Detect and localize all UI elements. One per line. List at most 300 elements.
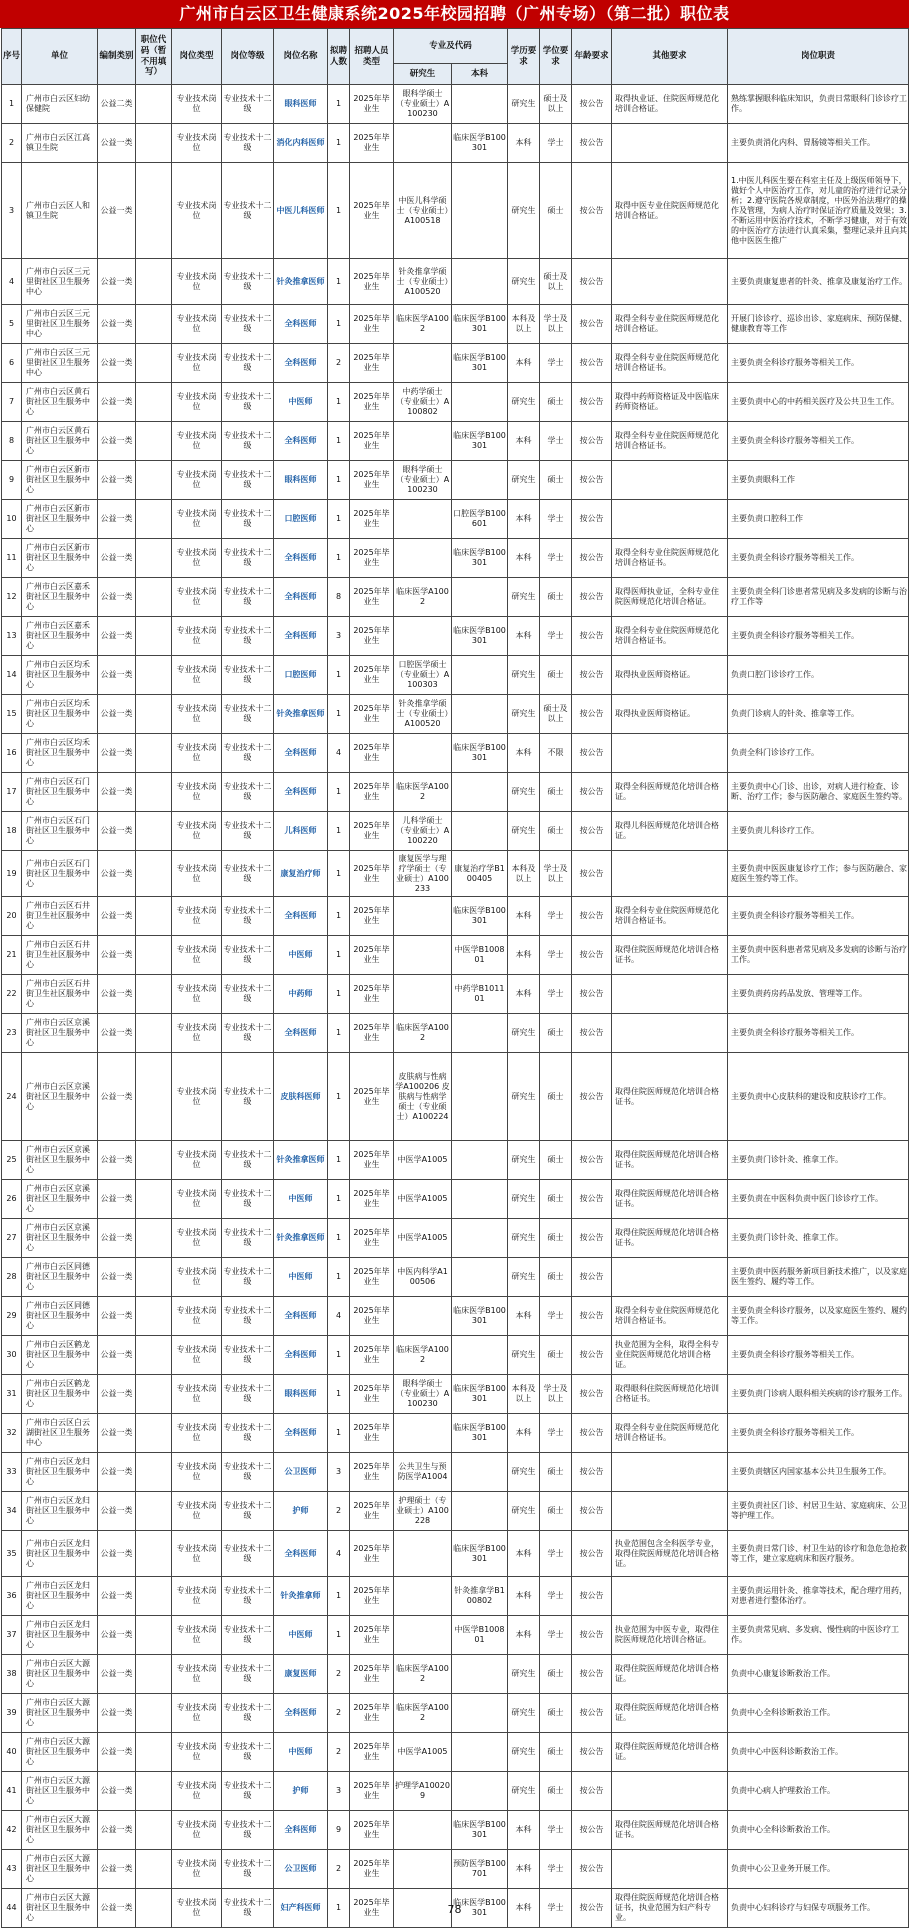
- cell-type: 专业技术岗位: [172, 1014, 222, 1053]
- table-row: [2, 1414, 909, 1453]
- cell-edu: 研究生: [508, 1258, 540, 1297]
- cell-edu: 本科及以上: [508, 305, 540, 344]
- header-code: 职位代码（暂不用填写）: [136, 29, 172, 85]
- cell-seq: 40: [2, 1733, 22, 1772]
- cell-target: 2025年毕业生: [350, 975, 394, 1014]
- cell-seq: 2: [2, 124, 22, 163]
- cell-duty: 主要负责在中医科负责中医门诊诊疗工作。: [728, 1180, 909, 1219]
- cell-age: 按公告: [572, 1492, 612, 1531]
- cell-unit: 广州市白云区均禾街社区卫生服务中心: [22, 695, 98, 734]
- cell-code: [136, 1141, 172, 1180]
- cell-ug-major: [452, 695, 508, 734]
- cell-target: 2025年毕业生: [350, 259, 394, 305]
- cell-grad-major: 眼科学硕士（专业硕士）A100230: [394, 461, 452, 500]
- cell-code: [136, 1733, 172, 1772]
- cell-target: 2025年毕业生: [350, 578, 394, 617]
- cell-type: 专业技术岗位: [172, 1889, 222, 1928]
- cell-post: 中药师: [274, 975, 328, 1014]
- cell-duty: 主要负责全科诊疗服务等相关工作。: [728, 539, 909, 578]
- table-row: [2, 897, 909, 936]
- cell-unit: 广州市白云区三元里街社区卫生服务中心: [22, 344, 98, 383]
- cell-other: 取得执业医师资格证。: [612, 656, 728, 695]
- cell-level: 专业技术十二级: [222, 734, 274, 773]
- cell-target: 2025年毕业生: [350, 695, 394, 734]
- cell-level: 专业技术十二级: [222, 344, 274, 383]
- cell-code: [136, 1772, 172, 1811]
- cell-age: 按公告: [572, 1336, 612, 1375]
- cell-code: [136, 163, 172, 259]
- table-row: [2, 85, 909, 124]
- cell-age: 按公告: [572, 1733, 612, 1772]
- cell-count: 1: [328, 1053, 350, 1141]
- cell-grad-major: 护理硕士（专业硕士）A100228: [394, 1492, 452, 1531]
- cell-edu: 研究生: [508, 812, 540, 851]
- cell-type: 专业技术岗位: [172, 734, 222, 773]
- cell-seq: 39: [2, 1694, 22, 1733]
- cell-level: 专业技术十二级: [222, 1811, 274, 1850]
- cell-other: [612, 500, 728, 539]
- cell-degree: 学士及以上: [540, 305, 572, 344]
- cell-seq: 32: [2, 1414, 22, 1453]
- cell-edu: 本科: [508, 1531, 540, 1577]
- cell-age: 按公告: [572, 812, 612, 851]
- cell-type: 专业技术岗位: [172, 1772, 222, 1811]
- cell-level: 专业技术十二级: [222, 305, 274, 344]
- cell-type: 专业技术岗位: [172, 1733, 222, 1772]
- cell-category: 公益一类: [98, 1655, 136, 1694]
- cell-unit: 广州市白云区龙归街社区卫生服务中心: [22, 1577, 98, 1616]
- cell-other: 取得执业证、住院医师规范化培训合格证。: [612, 85, 728, 124]
- cell-post: 公卫医师: [274, 1850, 328, 1889]
- cell-ug-major: [452, 259, 508, 305]
- cell-type: 专业技术岗位: [172, 1414, 222, 1453]
- cell-category: 公益一类: [98, 1492, 136, 1531]
- cell-unit: 广州市白云区妇幼保健院: [22, 85, 98, 124]
- cell-duty: 主要负责眼科工作: [728, 461, 909, 500]
- cell-level: 专业技术十二级: [222, 422, 274, 461]
- cell-target: 2025年毕业生: [350, 1811, 394, 1850]
- cell-level: 专业技术十二级: [222, 773, 274, 812]
- cell-degree: 学士: [540, 500, 572, 539]
- cell-other: 取得住院医师规范化培训合格证书，执业范围为妇产科专业。: [612, 1889, 728, 1928]
- cell-level: 专业技术十二级: [222, 383, 274, 422]
- cell-code: [136, 259, 172, 305]
- cell-duty: 主要负责门诊病人眼科相关疾病的诊疗服务工作。: [728, 1375, 909, 1414]
- cell-ug-major: [452, 1141, 508, 1180]
- cell-ug-major: [452, 1053, 508, 1141]
- cell-degree: 学士: [540, 617, 572, 656]
- cell-unit: 广州市白云区同德街社区卫生服务中心: [22, 1258, 98, 1297]
- cell-edu: 本科: [508, 734, 540, 773]
- cell-other: 取得儿科医师规范化培训合格证。: [612, 812, 728, 851]
- cell-ug-major: 中医学B100801: [452, 1616, 508, 1655]
- cell-ug-major: [452, 1453, 508, 1492]
- cell-degree: 硕士: [540, 1053, 572, 1141]
- cell-other: 取得全科专业住院医师规范化培训合格证书。: [612, 1297, 728, 1336]
- cell-degree: 学士及以上: [540, 851, 572, 897]
- header-ug: 本科: [452, 64, 508, 85]
- cell-count: 1: [328, 1577, 350, 1616]
- cell-category: 公益一类: [98, 1889, 136, 1928]
- cell-target: 2025年毕业生: [350, 422, 394, 461]
- cell-target: 2025年毕业生: [350, 1219, 394, 1258]
- cell-grad-major: [394, 734, 452, 773]
- cell-duty: 主要负责全科诊疗服务等相关工作。: [728, 344, 909, 383]
- cell-category: 公益一类: [98, 1453, 136, 1492]
- cell-other: [612, 975, 728, 1014]
- cell-ug-major: [452, 85, 508, 124]
- cell-ug-major: [452, 1180, 508, 1219]
- cell-category: 公益一类: [98, 936, 136, 975]
- table-row: [2, 617, 909, 656]
- table-row: [2, 1694, 909, 1733]
- cell-degree: 硕士: [540, 1655, 572, 1694]
- cell-target: 2025年毕业生: [350, 897, 394, 936]
- cell-degree: 学士: [540, 1297, 572, 1336]
- cell-unit: 广州市白云区石门街社区卫生服务中心: [22, 851, 98, 897]
- cell-type: 专业技术岗位: [172, 422, 222, 461]
- cell-category: 公益一类: [98, 305, 136, 344]
- cell-type: 专业技术岗位: [172, 936, 222, 975]
- cell-level: 专业技术十二级: [222, 163, 274, 259]
- cell-grad-major: [394, 500, 452, 539]
- cell-grad-major: 临床医学A1002: [394, 1336, 452, 1375]
- table-row: [2, 383, 909, 422]
- cell-code: [136, 500, 172, 539]
- cell-target: 2025年毕业生: [350, 936, 394, 975]
- table-row: [2, 1531, 909, 1577]
- cell-post: 护师: [274, 1492, 328, 1531]
- cell-ug-major: 临床医学B100301: [452, 539, 508, 578]
- cell-edu: 研究生: [508, 578, 540, 617]
- cell-degree: 学士: [540, 936, 572, 975]
- cell-count: 1: [328, 773, 350, 812]
- cell-level: 专业技术十二级: [222, 1375, 274, 1414]
- cell-target: 2025年毕业生: [350, 851, 394, 897]
- cell-age: 按公告: [572, 539, 612, 578]
- cell-code: [136, 773, 172, 812]
- cell-other: 执业范围为全科，取得全科专业住院医师规范化培训合格证。: [612, 1336, 728, 1375]
- cell-type: 专业技术岗位: [172, 259, 222, 305]
- cell-duty: 主要负责常见病、多发病、慢性病的中医诊疗工作。: [728, 1616, 909, 1655]
- cell-type: 专业技术岗位: [172, 305, 222, 344]
- cell-category: 公益一类: [98, 1053, 136, 1141]
- cell-duty: 主要负责全科门诊患者常见病及多发病的诊断与治疗工作等: [728, 578, 909, 617]
- cell-code: [136, 1492, 172, 1531]
- cell-count: 4: [328, 734, 350, 773]
- cell-other: 取得住院医师规范化培训合格证书。: [612, 1219, 728, 1258]
- cell-post: 儿科医师: [274, 812, 328, 851]
- cell-other: [612, 259, 728, 305]
- cell-age: 按公告: [572, 85, 612, 124]
- cell-level: 专业技术十二级: [222, 656, 274, 695]
- header-grad: 研究生: [394, 64, 452, 85]
- cell-seq: 37: [2, 1616, 22, 1655]
- cell-edu: 研究生: [508, 259, 540, 305]
- cell-ug-major: 临床医学B100301: [452, 1414, 508, 1453]
- cell-category: 公益一类: [98, 1141, 136, 1180]
- cell-type: 专业技术岗位: [172, 1492, 222, 1531]
- cell-other: 取得住院医师规范化培训合格证书。: [612, 1053, 728, 1141]
- cell-code: [136, 1453, 172, 1492]
- cell-other: 执业范围为中医专业，取得住院医师规范化培训合格证。: [612, 1616, 728, 1655]
- cell-type: 专业技术岗位: [172, 383, 222, 422]
- table-row: [2, 1014, 909, 1053]
- cell-unit: 广州市白云区江高镇卫生院: [22, 124, 98, 163]
- cell-seq: 26: [2, 1180, 22, 1219]
- cell-level: 专业技术十二级: [222, 1414, 274, 1453]
- cell-count: 1: [328, 897, 350, 936]
- table-row: [2, 500, 909, 539]
- cell-degree: 硕士: [540, 163, 572, 259]
- cell-duty: 主要负责全科诊疗服务等相关工作。: [728, 422, 909, 461]
- cell-level: 专业技术十二级: [222, 1733, 274, 1772]
- cell-other: 取得住院医师规范化培训合格证书。: [612, 1811, 728, 1850]
- cell-duty: 主要负责中医科患者常见病及多发病的诊断与治疗工作。: [728, 936, 909, 975]
- cell-grad-major: [394, 1577, 452, 1616]
- header-other: 其他要求: [612, 29, 728, 85]
- cell-count: 1: [328, 1180, 350, 1219]
- cell-degree: 学士: [540, 124, 572, 163]
- cell-count: 1: [328, 936, 350, 975]
- cell-level: 专业技术十二级: [222, 1616, 274, 1655]
- cell-seq: 20: [2, 897, 22, 936]
- cell-type: 专业技术岗位: [172, 1531, 222, 1577]
- cell-unit: 广州市白云区均禾街社区卫生服务中心: [22, 656, 98, 695]
- cell-type: 专业技术岗位: [172, 695, 222, 734]
- cell-code: [136, 124, 172, 163]
- cell-target: 2025年毕业生: [350, 734, 394, 773]
- cell-age: 按公告: [572, 163, 612, 259]
- cell-unit: 广州市白云区新市街社区卫生服务中心: [22, 461, 98, 500]
- cell-ug-major: 中药学B101101: [452, 975, 508, 1014]
- cell-code: [136, 1655, 172, 1694]
- cell-code: [136, 1414, 172, 1453]
- cell-category: 公益一类: [98, 1180, 136, 1219]
- cell-edu: 本科: [508, 422, 540, 461]
- cell-unit: 广州市白云区石井街卫生社区服务中心: [22, 975, 98, 1014]
- cell-level: 专业技术十二级: [222, 851, 274, 897]
- cell-other: [612, 1577, 728, 1616]
- cell-type: 专业技术岗位: [172, 617, 222, 656]
- cell-edu: 本科: [508, 617, 540, 656]
- cell-code: [136, 1577, 172, 1616]
- cell-category: 公益一类: [98, 1258, 136, 1297]
- cell-edu: 研究生: [508, 1694, 540, 1733]
- cell-category: 公益一类: [98, 1694, 136, 1733]
- cell-duty: 主要负责全科诊疗服务等相关工作。: [728, 897, 909, 936]
- cell-other: 取得住院医师规范化培训合格证书。: [612, 1141, 728, 1180]
- cell-degree: 硕士: [540, 1694, 572, 1733]
- cell-degree: 硕士: [540, 1141, 572, 1180]
- cell-type: 专业技术岗位: [172, 1141, 222, 1180]
- cell-age: 按公告: [572, 1258, 612, 1297]
- cell-code: [136, 1336, 172, 1375]
- cell-seq: 18: [2, 812, 22, 851]
- cell-level: 专业技术十二级: [222, 1577, 274, 1616]
- cell-grad-major: 临床医学A1002: [394, 578, 452, 617]
- table-row: [2, 1811, 909, 1850]
- cell-grad-major: 眼科学硕士（专业硕士）A100230: [394, 85, 452, 124]
- cell-count: 1: [328, 1414, 350, 1453]
- cell-code: [136, 936, 172, 975]
- cell-count: 1: [328, 461, 350, 500]
- cell-other: [612, 1772, 728, 1811]
- cell-unit: 广州市白云区京溪街社区卫生服务中心: [22, 1219, 98, 1258]
- cell-unit: 广州市白云区鹤龙街社区卫生服务中心: [22, 1375, 98, 1414]
- cell-duty: 负责中心公卫业务开展工作。: [728, 1850, 909, 1889]
- cell-category: 公益一类: [98, 656, 136, 695]
- cell-code: [136, 617, 172, 656]
- cell-post: 全科医师: [274, 344, 328, 383]
- cell-seq: 22: [2, 975, 22, 1014]
- cell-unit: 广州市白云区三元里街社区卫生服务中心: [22, 259, 98, 305]
- cell-edu: 研究生: [508, 1014, 540, 1053]
- cell-grad-major: [394, 1811, 452, 1850]
- cell-level: 专业技术十二级: [222, 1258, 274, 1297]
- cell-code: [136, 1616, 172, 1655]
- table-row: [2, 1375, 909, 1414]
- cell-level: 专业技术十二级: [222, 124, 274, 163]
- cell-duty: 主要负责药房药品发放、管理等工作。: [728, 975, 909, 1014]
- cell-grad-major: [394, 617, 452, 656]
- cell-ug-major: [452, 1014, 508, 1053]
- table-title: 广州市白云区卫生健康系统2025年校园招聘（广州专场）（第二批）职位表: [0, 0, 909, 28]
- cell-age: 按公告: [572, 1219, 612, 1258]
- cell-category: 公益一类: [98, 259, 136, 305]
- cell-category: 公益一类: [98, 578, 136, 617]
- cell-grad-major: 针灸推拿学硕士（专业硕士）A100520: [394, 259, 452, 305]
- header-category: 编制类别: [98, 29, 136, 85]
- cell-seq: 33: [2, 1453, 22, 1492]
- table-row: [2, 163, 909, 259]
- cell-type: 专业技术岗位: [172, 1258, 222, 1297]
- cell-edu: 本科: [508, 1616, 540, 1655]
- cell-grad-major: 中医学A1005: [394, 1180, 452, 1219]
- cell-post: 针灸推拿医师: [274, 1219, 328, 1258]
- cell-code: [136, 734, 172, 773]
- cell-age: 按公告: [572, 344, 612, 383]
- cell-duty: 主要负责儿科诊疗工作。: [728, 812, 909, 851]
- cell-count: 2: [328, 344, 350, 383]
- cell-level: 专业技术十二级: [222, 1492, 274, 1531]
- cell-degree: 硕士: [540, 812, 572, 851]
- cell-post: 全科医师: [274, 578, 328, 617]
- cell-code: [136, 578, 172, 617]
- cell-unit: 广州市白云区三元里街社区卫生服务中心: [22, 305, 98, 344]
- cell-edu: 研究生: [508, 1655, 540, 1694]
- cell-grad-major: 临床医学A1002: [394, 1694, 452, 1733]
- cell-target: 2025年毕业生: [350, 383, 394, 422]
- cell-target: 2025年毕业生: [350, 1375, 394, 1414]
- cell-count: 1: [328, 975, 350, 1014]
- cell-post: 皮肤科医师: [274, 1053, 328, 1141]
- cell-level: 专业技术十二级: [222, 1694, 274, 1733]
- cell-level: 专业技术十二级: [222, 85, 274, 124]
- cell-other: 执业范围包含全科医学专业，取得住院医师规范化培训合格证。: [612, 1531, 728, 1577]
- cell-other: 取得中药师资格证及中医临床药师资格证。: [612, 383, 728, 422]
- page-number: 78: [447, 1903, 462, 1916]
- cell-ug-major: 临床医学B100301: [452, 305, 508, 344]
- cell-unit: 广州市白云区黄石街社区卫生服务中心: [22, 422, 98, 461]
- cell-duty: 主要负责消化内科、胃肠镜等相关工作。: [728, 124, 909, 163]
- header-major: 专业及代码: [394, 29, 508, 64]
- cell-category: 公益一类: [98, 500, 136, 539]
- cell-edu: 研究生: [508, 85, 540, 124]
- cell-other: 取得住院医师规范化培训合格证书。: [612, 1180, 728, 1219]
- cell-duty: 负责中心康复诊断救治工作。: [728, 1655, 909, 1694]
- cell-type: 专业技术岗位: [172, 539, 222, 578]
- cell-grad-major: 儿科学硕士（专业硕士）A100220: [394, 812, 452, 851]
- cell-unit: 广州市白云区京溪街社区卫生服务中心: [22, 1180, 98, 1219]
- cell-edu: 本科: [508, 897, 540, 936]
- cell-code: [136, 1531, 172, 1577]
- cell-ug-major: 临床医学B100301: [452, 1375, 508, 1414]
- header-type: 岗位类型: [172, 29, 222, 85]
- cell-degree: 学士: [540, 1889, 572, 1928]
- cell-age: 按公告: [572, 773, 612, 812]
- cell-edu: 研究生: [508, 1772, 540, 1811]
- cell-unit: 广州市白云区大源街社区卫生服务中心: [22, 1772, 98, 1811]
- cell-target: 2025年毕业生: [350, 1180, 394, 1219]
- cell-code: [136, 812, 172, 851]
- cell-other: [612, 1014, 728, 1053]
- table-row: [2, 1453, 909, 1492]
- cell-other: 取得住院医师规范化培训合格证书。: [612, 936, 728, 975]
- cell-unit: 广州市白云区同德街社区卫生服务中心: [22, 1297, 98, 1336]
- cell-unit: 广州市白云区大源街社区卫生服务中心: [22, 1694, 98, 1733]
- cell-ug-major: 临床医学B100301: [452, 617, 508, 656]
- cell-post: 全科医师: [274, 1694, 328, 1733]
- cell-grad-major: 护理学A100209: [394, 1772, 452, 1811]
- cell-duty: 负责中心全科诊断救治工作。: [728, 1694, 909, 1733]
- cell-target: 2025年毕业生: [350, 124, 394, 163]
- cell-category: 公益一类: [98, 461, 136, 500]
- cell-seq: 1: [2, 85, 22, 124]
- table-row: [2, 539, 909, 578]
- cell-ug-major: 临床医学B100301: [452, 1297, 508, 1336]
- cell-duty: 主要负责中心门诊、出诊，对病人进行检查、诊断、治疗工作；参与医防融合、家庭医生签约等。: [728, 773, 909, 812]
- cell-degree: 学士: [540, 1577, 572, 1616]
- table-row: [2, 422, 909, 461]
- cell-level: 专业技术十二级: [222, 461, 274, 500]
- cell-type: 专业技术岗位: [172, 1297, 222, 1336]
- cell-age: 按公告: [572, 851, 612, 897]
- cell-grad-major: 中医学A1005: [394, 1219, 452, 1258]
- cell-target: 2025年毕业生: [350, 656, 394, 695]
- cell-age: 按公告: [572, 1850, 612, 1889]
- cell-type: 专业技术岗位: [172, 461, 222, 500]
- cell-edu: 研究生: [508, 695, 540, 734]
- cell-seq: 27: [2, 1219, 22, 1258]
- cell-seq: 10: [2, 500, 22, 539]
- cell-age: 按公告: [572, 383, 612, 422]
- cell-category: 公益一类: [98, 975, 136, 1014]
- cell-target: 2025年毕业生: [350, 1850, 394, 1889]
- cell-degree: 学士: [540, 539, 572, 578]
- cell-age: 按公告: [572, 1180, 612, 1219]
- cell-category: 公益一类: [98, 1336, 136, 1375]
- cell-seq: 30: [2, 1336, 22, 1375]
- cell-duty: 熟练掌握眼科临床知识，负责日常眼科门诊诊疗工作。: [728, 85, 909, 124]
- table-row: [2, 851, 909, 897]
- cell-target: 2025年毕业生: [350, 1655, 394, 1694]
- cell-ug-major: [452, 1733, 508, 1772]
- cell-ug-major: [452, 578, 508, 617]
- cell-duty: 主要负责社区门诊、村居卫生站、家庭病床、公卫等护理工作。: [728, 1492, 909, 1531]
- cell-unit: 广州市白云区大源街社区卫生服务中心: [22, 1811, 98, 1850]
- cell-type: 专业技术岗位: [172, 85, 222, 124]
